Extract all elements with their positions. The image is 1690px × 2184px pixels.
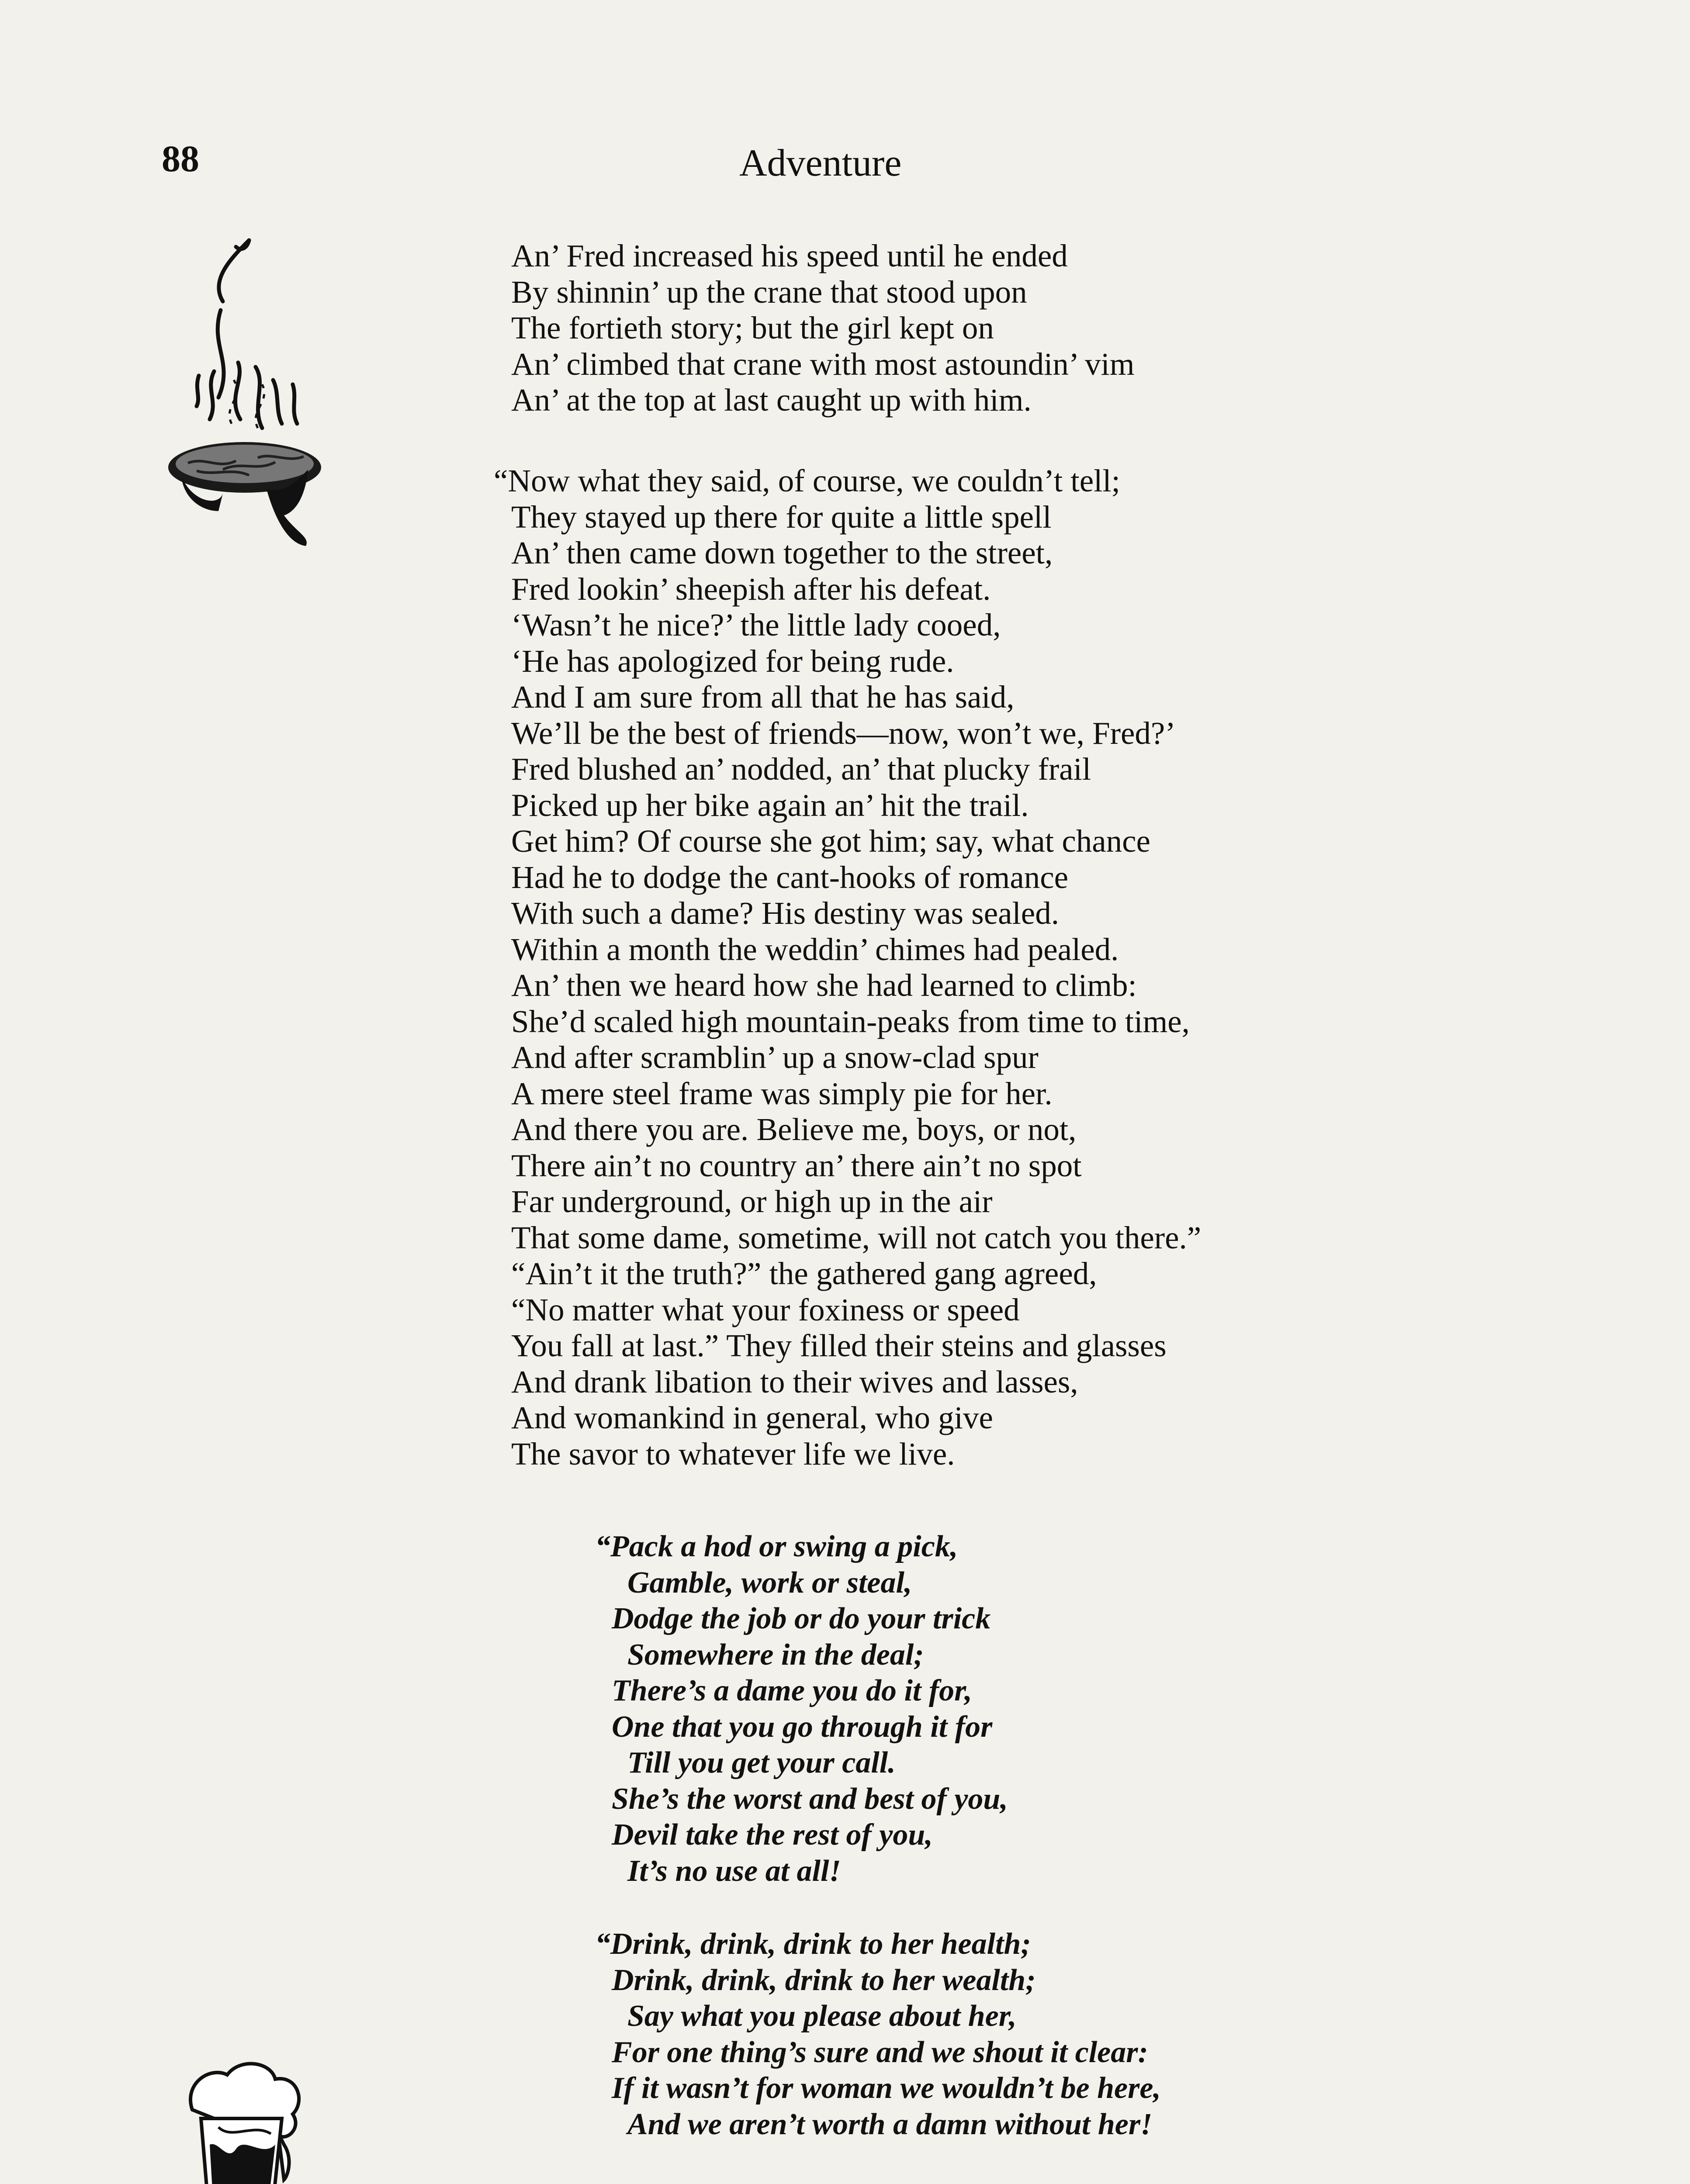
song-line: There’s a dame you do it for,: [612, 1674, 973, 1707]
song-line: Drink, drink, drink to her wealth;: [612, 1963, 1036, 1997]
poem-line: “Now what they said, of course, we couldn’t tell;: [494, 463, 1120, 498]
poem-line: By shinnin’ up the crane that stood upon: [511, 274, 1027, 310]
song-verse-1: [591, 1529, 1008, 1889]
poem-line: The fortieth story; but the girl kept on: [511, 310, 994, 346]
song-line: One that you go through it for: [612, 1710, 993, 1744]
song-line: Dodge the job or do your trick: [612, 1602, 991, 1635]
poem-line: The savor to whatever life we live.: [511, 1436, 955, 1472]
song-line: She’s the worst and best of you,: [612, 1782, 1008, 1816]
poem-line: And after scramblin’ up a snow-clad spur: [511, 1040, 1039, 1075]
running-title: Adventure: [739, 142, 902, 184]
poem-line: An’ Fred increased his speed until he ended: [511, 238, 1068, 273]
poem-line: Fred lookin’ sheepish after his defeat.: [511, 571, 991, 607]
beer-stein-icon: [157, 2057, 332, 2184]
poem-line: Within a month the weddin’ chimes had pealed.: [511, 931, 1119, 967]
poem-line: Had he to dodge the cant-hooks of romance: [511, 859, 1069, 895]
song-line: Till you get your call.: [627, 1746, 896, 1780]
song-line: For one thing’s sure and we shout it clear:: [612, 2035, 1148, 2069]
poem-line: They stayed up there for quite a little spell: [511, 499, 1052, 535]
poem-line: An’ climbed that crane with most astoundin’ vim: [511, 346, 1135, 382]
song-verse-2: [591, 1926, 1161, 2143]
poem-line: With such a dame? His destiny was sealed.: [511, 895, 1059, 931]
poem-line: Get him? Of course she got him; say, what chance: [511, 823, 1150, 859]
poem-line: “No matter what your foxiness or speed: [511, 1292, 1020, 1327]
poem-line: Fred blushed an’ nodded, an’ that plucky frail: [511, 751, 1091, 787]
poem-line: And womankind in general, who give: [511, 1400, 993, 1435]
poem-line: That some dame, sometime, will not catch you there.”: [511, 1220, 1202, 1255]
poem-line: Far underground, or high up in the air: [511, 1184, 993, 1219]
poem-line: “Ain’t it the truth?” the gathered gang agreed,: [511, 1256, 1097, 1291]
song-line: Somewhere in the deal;: [627, 1638, 924, 1672]
song-line: Gamble, work or steal,: [627, 1565, 912, 1600]
page-number: 88: [162, 138, 199, 180]
poem-line: She’d scaled high mountain-peaks from time to time,: [511, 1003, 1190, 1039]
song-line: Say what you please about her,: [627, 1999, 1017, 2033]
poem-line: An’ at the top at last caught up with him.: [511, 382, 1032, 418]
song-line: Devil take the rest of you,: [612, 1818, 933, 1852]
poem-line: An’ then came down together to the street,: [511, 535, 1053, 570]
song-line: “Drink, drink, drink to her health;: [595, 1927, 1031, 1961]
steaming-pie-icon: [157, 232, 328, 572]
poem-line: ‘He has apologized for being rude.: [511, 643, 954, 679]
poem-line: You fall at last.” They filled their steins and glasses: [511, 1328, 1167, 1363]
poem-line: We’ll be the best of friends—now, won’t we, Fred?’: [511, 715, 1176, 751]
poem-line: And drank libation to their wives and lasses,: [511, 1364, 1078, 1400]
poem-line: There ain’t no country an’ there ain’t no spot: [511, 1147, 1082, 1183]
song-line: If it wasn’t for woman we wouldn’t be here,: [612, 2071, 1161, 2105]
poem-line: ‘Wasn’t he nice?’ the little lady cooed,: [511, 607, 1001, 643]
song-line: “Pack a hod or swing a pick,: [595, 1530, 958, 1563]
poem-line: Picked up her bike again an’ hit the trail.: [511, 787, 1029, 823]
poem-line: A mere steel frame was simply pie for her.: [511, 1075, 1053, 1111]
poem-line: And there you are. Believe me, boys, or not,: [511, 1112, 1077, 1147]
poem-line: An’ then we heard how she had learned to climb:: [511, 968, 1137, 1003]
song-line: And we aren’t worth a damn without her!: [627, 2107, 1153, 2141]
song-line: It’s no use at all!: [627, 1854, 841, 1888]
poem-line: And I am sure from all that he has said,: [511, 679, 1015, 715]
